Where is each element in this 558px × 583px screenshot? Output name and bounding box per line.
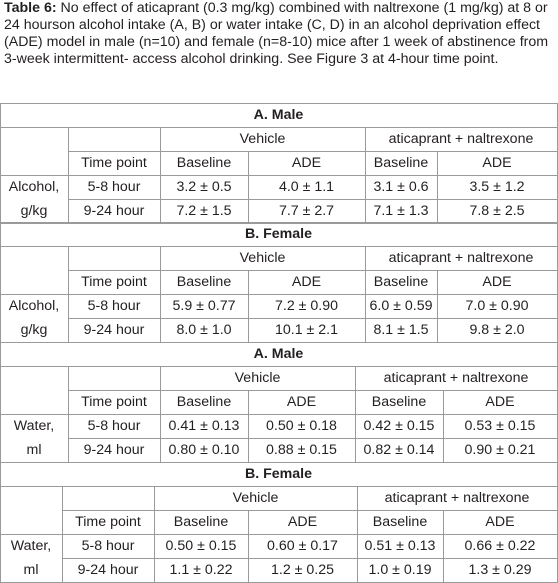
table-cell: 9.8 ± 2.0 — [469, 322, 525, 338]
group-header-treatment: aticaprant + naltrexone — [384, 490, 530, 506]
table-rule — [68, 151, 558, 152]
column-header: ADE — [485, 514, 515, 530]
row-label: Water, — [13, 418, 55, 434]
column-header: Baseline — [371, 394, 427, 410]
table-cell: 0.66 ± 0.22 — [464, 538, 536, 554]
column-header: Baseline — [176, 394, 232, 410]
section-title: A. Male — [253, 107, 304, 123]
table-cell: 1.3 ± 0.29 — [468, 562, 532, 578]
table-cell: 5.9 ± 0.77 — [172, 298, 236, 314]
table-rule — [68, 438, 558, 439]
group-header-treatment: aticaprant + naltrexone — [388, 250, 534, 266]
column-header: Baseline — [373, 155, 429, 171]
column-header: ADE — [286, 394, 317, 410]
column-header: Time point — [81, 155, 147, 171]
table-cell: 0.50 ± 0.15 — [165, 538, 237, 554]
table-rule — [0, 414, 558, 415]
table-cell: 1.2 ± 0.25 — [270, 562, 334, 578]
caption-text: No effect of aticaprant (0.3 mg/kg) combined with naltrexone (1 mg/kg) at 8 or 24 hourson alcohol intake (A, B) or water intake (C, D) in an alcohol deprivation effect (ADE) model in male (n=10) and female (n=8-10) mice after 1 week of abstinence from 3-week intermittent- access alcohol drinking. See Figure 3 at 4-hour time point. — [4, 0, 549, 67]
section-title: A. Male — [253, 346, 304, 362]
row-label: ml — [23, 562, 39, 578]
group-header-vehicle: Vehicle — [239, 131, 286, 147]
table-rule — [0, 246, 558, 247]
table-cell: 7.0 ± 0.90 — [465, 298, 529, 314]
table-cell: 10.1 ± 2.1 — [274, 322, 338, 338]
table-cell: 3.2 ± 0.5 — [176, 179, 232, 195]
table-rule — [0, 342, 558, 343]
column-header: Baseline — [372, 514, 428, 530]
time-point-cell: 5-8 hour — [81, 538, 135, 554]
time-point-cell: 9-24 hour — [83, 203, 145, 219]
table-cell: 7.8 ± 2.5 — [469, 203, 525, 219]
table-rule — [0, 462, 558, 463]
section-title: B. Female — [244, 226, 313, 242]
row-label: ml — [26, 442, 42, 458]
table-cell: 8.1 ± 1.5 — [373, 322, 429, 338]
table-rule — [0, 222, 558, 223]
table-rule — [0, 127, 558, 128]
group-header-vehicle: Vehicle — [232, 490, 279, 506]
table-cell: 0.88 ± 0.15 — [266, 442, 337, 458]
table-rule — [68, 318, 558, 319]
table-rule — [0, 103, 558, 104]
column-header: Baseline — [373, 274, 429, 290]
row-label: g/kg — [20, 322, 48, 338]
table-cell: 7.2 ± 0.90 — [274, 298, 338, 314]
group-header-treatment: aticaprant + naltrexone — [388, 131, 534, 147]
column-header: Baseline — [176, 155, 232, 171]
time-point-cell: 5-8 hour — [87, 418, 141, 434]
time-point-cell: 5-8 hour — [87, 179, 141, 195]
table-cell: 0.53 ± 0.15 — [464, 418, 536, 434]
column-header: ADE — [482, 155, 512, 171]
table-cell: 0.41 ± 0.13 — [168, 418, 240, 434]
row-label: Water, — [10, 538, 52, 554]
table-cell: 8.0 ± 1.0 — [176, 322, 232, 338]
caption-label: Table 6: — [4, 0, 57, 16]
column-header: Time point — [75, 514, 141, 530]
table-cell: 1.1 ± 0.22 — [169, 562, 233, 578]
column-header: Baseline — [176, 274, 232, 290]
column-header: ADE — [482, 274, 512, 290]
row-label: g/kg — [20, 203, 48, 219]
table-cell: 0.50 ± 0.18 — [266, 418, 337, 434]
table-cell: 0.51 ± 0.13 — [364, 538, 436, 554]
table-rule — [68, 199, 558, 200]
table-rule — [68, 390, 558, 391]
column-header: ADE — [485, 394, 515, 410]
time-point-cell: 5-8 hour — [87, 298, 141, 314]
table-cell: 7.7 ± 2.7 — [278, 203, 335, 219]
table-rule — [0, 223, 558, 224]
table-cell: 3.1 ± 0.6 — [373, 179, 429, 195]
column-header: Baseline — [173, 514, 229, 530]
time-point-cell: 9-24 hour — [83, 322, 145, 338]
table-cell: 7.2 ± 1.5 — [176, 203, 232, 219]
table-rule — [0, 366, 558, 367]
table-rule — [0, 294, 558, 295]
column-header: Time point — [81, 394, 147, 410]
row-label: Alcohol, — [8, 298, 60, 314]
table-cell: 1.0 ± 0.19 — [368, 562, 432, 578]
table-rule — [0, 534, 558, 535]
table-rule — [68, 270, 558, 271]
row-label: Alcohol, — [8, 179, 60, 195]
table-cell: 7.1 ± 1.3 — [373, 203, 429, 219]
time-point-cell: 9-24 hour — [83, 442, 145, 458]
table-cell: 0.42 ± 0.15 — [363, 418, 435, 434]
table-cell: 0.82 ± 0.14 — [363, 442, 435, 458]
table-cell: 3.5 ± 1.2 — [469, 179, 525, 195]
group-header-vehicle: Vehicle — [234, 370, 281, 386]
table-rule — [62, 558, 558, 559]
column-header: ADE — [291, 274, 322, 290]
table-rule — [0, 175, 558, 176]
group-header-vehicle: Vehicle — [239, 250, 286, 266]
table-rule — [62, 510, 558, 511]
table-cell: 0.80 ± 0.10 — [168, 442, 240, 458]
section-title: B. Female — [244, 466, 313, 482]
column-header: ADE — [291, 155, 322, 171]
table-cell: 0.60 ± 0.17 — [267, 538, 338, 554]
table-rule — [0, 486, 558, 487]
column-header: ADE — [287, 514, 318, 530]
table-cell: 4.0 ± 1.1 — [278, 179, 335, 195]
group-header-treatment: aticaprant + naltrexone — [383, 370, 529, 386]
time-point-cell: 9-24 hour — [77, 562, 139, 578]
table-cell: 0.90 ± 0.21 — [464, 442, 536, 458]
column-header: Time point — [81, 274, 147, 290]
table-cell: 6.0 ± 0.59 — [369, 298, 433, 314]
